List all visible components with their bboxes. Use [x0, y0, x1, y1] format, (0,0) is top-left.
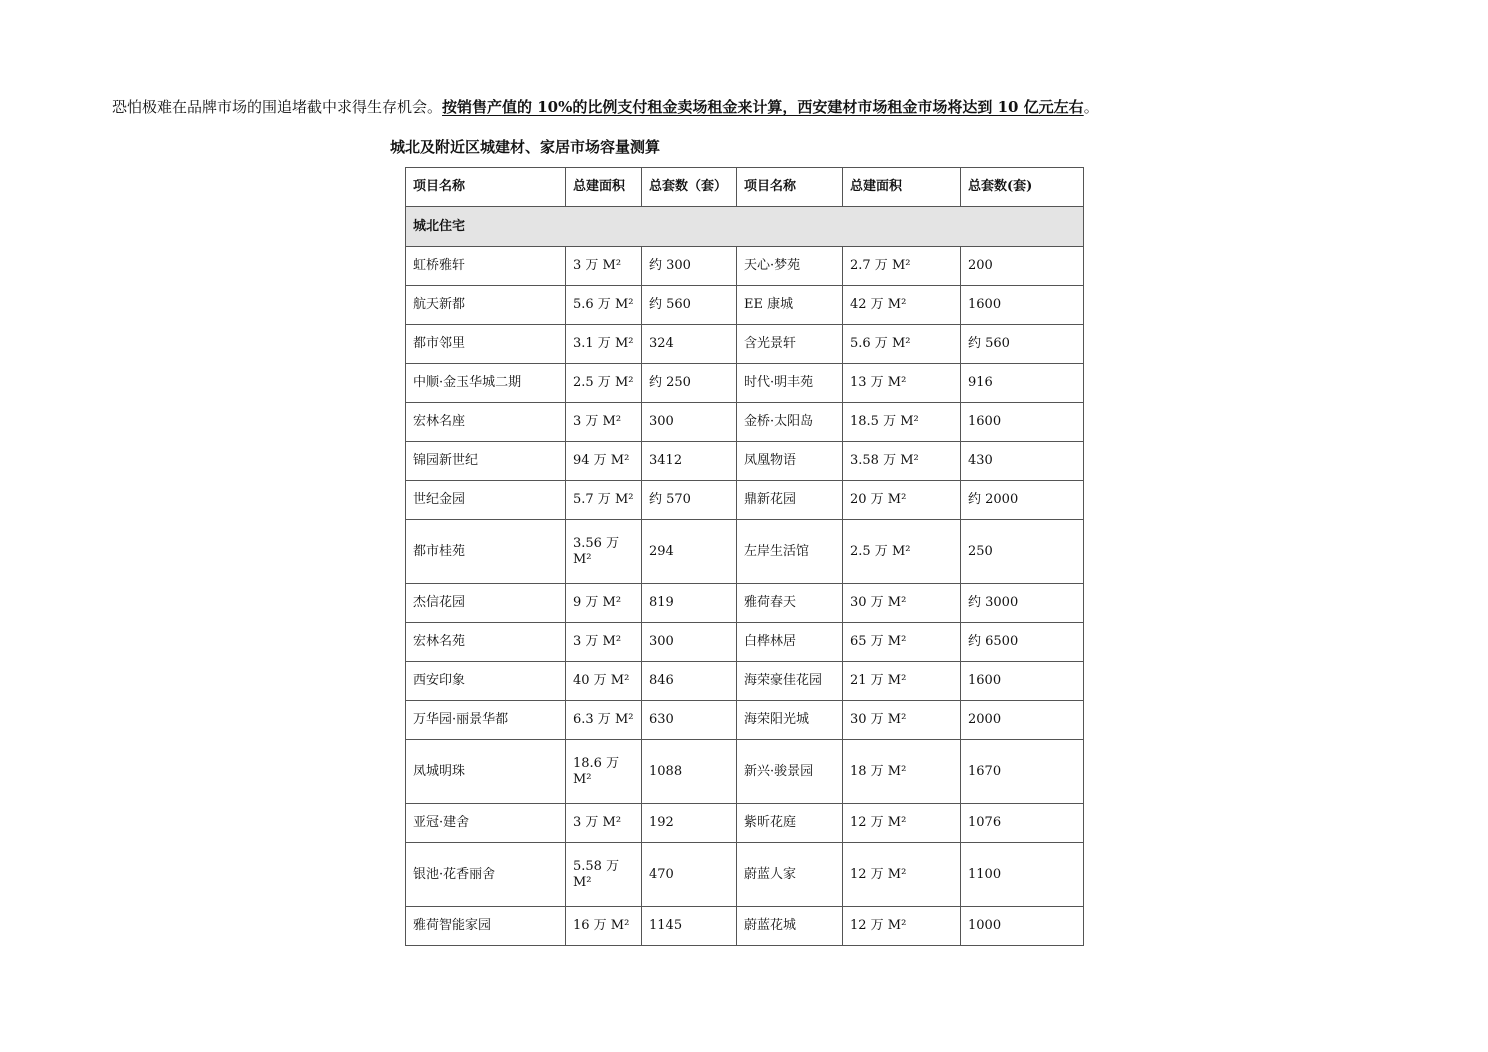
project-name-cell: 西安印象: [406, 662, 566, 701]
units-cell: 约 570: [642, 481, 737, 520]
market-capacity-table: [405, 167, 1084, 946]
area-cell: 16 万 M²: [566, 907, 642, 946]
table-title: 城北及附近区城建材、家居市场容量测算: [390, 138, 661, 156]
units-cell: 3412: [642, 442, 737, 481]
table-row: [406, 843, 1084, 907]
area-cell: 30 万 M²: [843, 701, 961, 740]
table-row: [406, 584, 1084, 623]
project-name-cell: 蔚蓝花城: [737, 907, 843, 946]
project-name-cell: 金桥·太阳岛: [737, 403, 843, 442]
units-cell: 846: [642, 662, 737, 701]
units-cell: 250: [961, 520, 1084, 584]
table-row: [406, 520, 1084, 584]
units-cell: 300: [642, 623, 737, 662]
project-name-cell: 含光景轩: [737, 325, 843, 364]
area-cell: 42 万 M²: [843, 286, 961, 325]
area-cell: 5.6 万 M²: [566, 286, 642, 325]
table-row: [406, 325, 1084, 364]
units-cell: 430: [961, 442, 1084, 481]
area-cell: 12 万 M²: [843, 907, 961, 946]
units-cell: 200: [961, 247, 1084, 286]
units-cell: 1088: [642, 740, 737, 804]
project-name-cell: 蔚蓝人家: [737, 843, 843, 907]
project-name-cell: 宏林名座: [406, 403, 566, 442]
area-cell: 3 万 M²: [566, 403, 642, 442]
project-name-cell: 虹桥雅轩: [406, 247, 566, 286]
table-body: [406, 168, 1084, 946]
area-cell: 9 万 M²: [566, 584, 642, 623]
units-cell: 300: [642, 403, 737, 442]
project-name-cell: 紫昕花庭: [737, 804, 843, 843]
units-cell: 630: [642, 701, 737, 740]
units-cell: 1600: [961, 286, 1084, 325]
project-name-cell: 鼎新花园: [737, 481, 843, 520]
area-cell: 2.7 万 M²: [843, 247, 961, 286]
intro-emphasis-text: 按销售产值的 10%的比例支付租金卖场租金来计算，西安建材市场租金市场将达到 10 亿元左右: [442, 98, 1084, 116]
project-name-cell: 白桦林居: [737, 623, 843, 662]
section-row: [406, 207, 1084, 247]
project-name-cell: EE 康城: [737, 286, 843, 325]
project-name-cell: 新兴·骏景园: [737, 740, 843, 804]
area-cell: 5.7 万 M²: [566, 481, 642, 520]
header-cell: 总建面积: [566, 168, 642, 207]
project-name-cell: 左岸生活馆: [737, 520, 843, 584]
area-cell: 40 万 M²: [566, 662, 642, 701]
units-cell: 1100: [961, 843, 1084, 907]
units-cell: 1670: [961, 740, 1084, 804]
area-cell: 65 万 M²: [843, 623, 961, 662]
project-name-cell: 凤城明珠: [406, 740, 566, 804]
area-cell: 6.3 万 M²: [566, 701, 642, 740]
table-row: [406, 662, 1084, 701]
table-row: [406, 804, 1084, 843]
area-cell: 18.5 万 M²: [843, 403, 961, 442]
table-row: [406, 286, 1084, 325]
units-cell: 470: [642, 843, 737, 907]
project-name-cell: 亚冠·建舍: [406, 804, 566, 843]
project-name-cell: 银池·花香丽舍: [406, 843, 566, 907]
area-cell: 3 万 M²: [566, 623, 642, 662]
units-cell: 1000: [961, 907, 1084, 946]
area-cell: 12 万 M²: [843, 804, 961, 843]
table-row: [406, 623, 1084, 662]
project-name-cell: 中顺·金玉华城二期: [406, 364, 566, 403]
units-cell: 1076: [961, 804, 1084, 843]
header-cell: 总套数(套): [961, 168, 1084, 207]
table-row: [406, 907, 1084, 946]
area-cell: 13 万 M²: [843, 364, 961, 403]
project-name-cell: 凤凰物语: [737, 442, 843, 481]
intro-plain-text: 恐怕极难在品牌市场的围追堵截中求得生存机会。: [112, 98, 443, 116]
units-cell: 916: [961, 364, 1084, 403]
table-row: [406, 364, 1084, 403]
area-cell: 94 万 M²: [566, 442, 642, 481]
units-cell: 2000: [961, 701, 1084, 740]
units-cell: 294: [642, 520, 737, 584]
project-name-cell: 航天新都: [406, 286, 566, 325]
project-name-cell: 雅荷春天: [737, 584, 843, 623]
project-name-cell: 都市桂苑: [406, 520, 566, 584]
project-name-cell: 雅荷智能家园: [406, 907, 566, 946]
table-row: [406, 403, 1084, 442]
project-name-cell: 杰信花园: [406, 584, 566, 623]
intro-paragraph: [112, 96, 1099, 118]
project-name-cell: 宏林名苑: [406, 623, 566, 662]
area-cell: 5.58 万 M²: [566, 843, 642, 907]
area-cell: 3 万 M²: [566, 804, 642, 843]
units-cell: 约 3000: [961, 584, 1084, 623]
area-cell: 30 万 M²: [843, 584, 961, 623]
header-cell: 项目名称: [737, 168, 843, 207]
project-name-cell: 都市邻里: [406, 325, 566, 364]
area-cell: 20 万 M²: [843, 481, 961, 520]
area-cell: 3.1 万 M²: [566, 325, 642, 364]
project-name-cell: 世纪金园: [406, 481, 566, 520]
units-cell: 1145: [642, 907, 737, 946]
area-cell: 5.6 万 M²: [843, 325, 961, 364]
area-cell: 3.58 万 M²: [843, 442, 961, 481]
table-row: [406, 740, 1084, 804]
units-cell: 约 300: [642, 247, 737, 286]
table-row: [406, 481, 1084, 520]
intro-tail-text: 。: [1083, 98, 1099, 116]
units-cell: 1600: [961, 403, 1084, 442]
units-cell: 约 6500: [961, 623, 1084, 662]
table-row: [406, 247, 1084, 286]
project-name-cell: 海荣阳光城: [737, 701, 843, 740]
header-row: [406, 168, 1084, 207]
table-row: [406, 701, 1084, 740]
units-cell: 192: [642, 804, 737, 843]
units-cell: 约 250: [642, 364, 737, 403]
table-row: [406, 442, 1084, 481]
area-cell: 2.5 万 M²: [566, 364, 642, 403]
area-cell: 21 万 M²: [843, 662, 961, 701]
units-cell: 约 560: [961, 325, 1084, 364]
area-cell: 12 万 M²: [843, 843, 961, 907]
project-name-cell: 海荣豪佳花园: [737, 662, 843, 701]
units-cell: 1600: [961, 662, 1084, 701]
area-cell: 3.56 万 M²: [566, 520, 642, 584]
units-cell: 324: [642, 325, 737, 364]
section-label: 城北住宅: [406, 207, 1084, 247]
area-cell: 3 万 M²: [566, 247, 642, 286]
area-cell: 2.5 万 M²: [843, 520, 961, 584]
project-name-cell: 万华园·丽景华都: [406, 701, 566, 740]
units-cell: 约 2000: [961, 481, 1084, 520]
units-cell: 约 560: [642, 286, 737, 325]
area-cell: 18 万 M²: [843, 740, 961, 804]
header-cell: 项目名称: [406, 168, 566, 207]
project-name-cell: 锦园新世纪: [406, 442, 566, 481]
area-cell: 18.6 万 M²: [566, 740, 642, 804]
header-cell: 总套数（套）: [642, 168, 737, 207]
header-cell: 总建面积: [843, 168, 961, 207]
project-name-cell: 天心·梦苑: [737, 247, 843, 286]
project-name-cell: 时代·明丰苑: [737, 364, 843, 403]
units-cell: 819: [642, 584, 737, 623]
